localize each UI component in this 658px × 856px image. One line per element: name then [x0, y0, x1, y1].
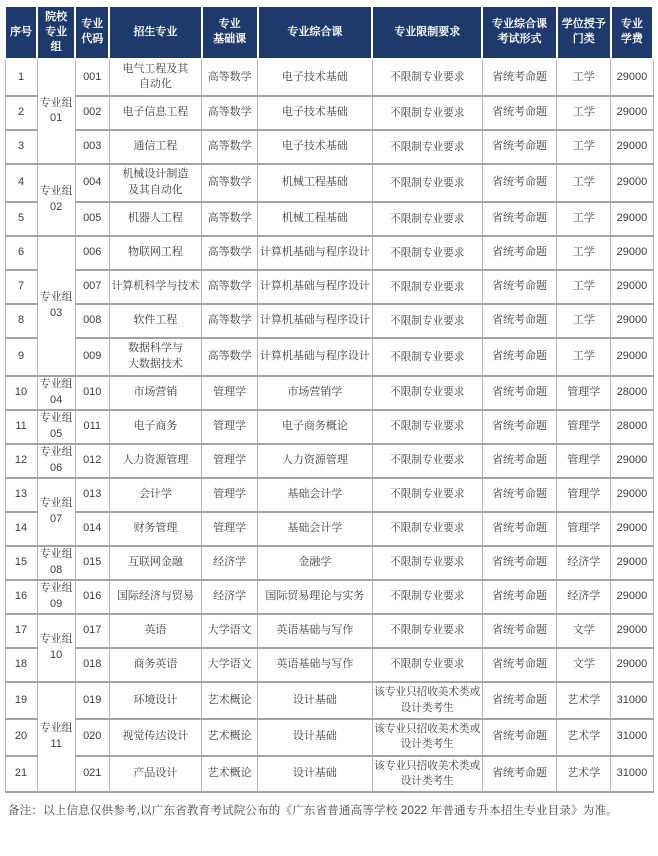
table-row [5, 546, 653, 580]
exam-form-cell: 省统考命题 [482, 130, 556, 164]
table-header [5, 6, 653, 59]
exam-form-cell: 省统考命题 [482, 304, 556, 338]
fee-cell: 29000 [611, 338, 653, 376]
comprehensive-course-cell: 电子技术基础 [258, 130, 372, 164]
comprehensive-course-cell: 基础会计学 [258, 512, 372, 546]
restriction-cell: 不限制专业要求 [372, 376, 482, 410]
major-code-cell: 013 [75, 478, 109, 512]
exam-form-cell: 省统考命题 [482, 614, 556, 648]
fee-cell: 29000 [611, 202, 653, 236]
table-row [5, 410, 653, 444]
fee-cell: 31000 [611, 682, 653, 719]
degree-cell: 经济学 [557, 580, 611, 614]
major-name-cell: 互联网金融 [109, 546, 201, 580]
fee-cell: 29000 [611, 96, 653, 130]
table-row [5, 719, 653, 756]
degree-cell: 管理学 [557, 376, 611, 410]
major-code-cell: 002 [75, 96, 109, 130]
table-row [5, 338, 653, 376]
row-number-cell: 20 [5, 719, 37, 756]
major-name-cell: 软件工程 [109, 304, 201, 338]
major-name-cell: 人力资源管理 [109, 444, 201, 478]
exam-form-cell: 省统考命题 [482, 96, 556, 130]
table-row [5, 614, 653, 648]
exam-form-cell: 省统考命题 [482, 236, 556, 270]
fee-cell: 29000 [611, 236, 653, 270]
restriction-cell: 不限制专业要求 [372, 444, 482, 478]
restriction-cell: 该专业只招收美术类或 设计类考生 [372, 682, 482, 719]
group-cell: 专业组 10 [37, 614, 75, 682]
major-name-cell: 会计学 [109, 478, 201, 512]
basic-course-cell: 管理学 [202, 410, 258, 444]
exam-form-cell: 省统考命题 [482, 202, 556, 236]
fee-cell: 29000 [611, 270, 653, 304]
row-number-cell: 3 [5, 130, 37, 164]
group-cell: 专业组 07 [37, 478, 75, 546]
basic-course-cell: 高等数学 [202, 202, 258, 236]
row-number-cell: 18 [5, 648, 37, 682]
exam-form-cell: 省统考命题 [482, 682, 556, 719]
major-name-cell: 视觉传达设计 [109, 719, 201, 756]
row-number-cell: 11 [5, 410, 37, 444]
header-basic-course: 专业 基础课 [202, 6, 258, 59]
fee-cell: 29000 [611, 478, 653, 512]
major-code-cell: 010 [75, 376, 109, 410]
basic-course-cell: 艺术概论 [202, 719, 258, 756]
table-row [5, 580, 653, 614]
major-code-cell: 008 [75, 304, 109, 338]
row-number-cell: 6 [5, 236, 37, 270]
major-name-cell: 机械设计制造 及其自动化 [109, 164, 201, 202]
restriction-cell: 不限制专业要求 [372, 130, 482, 164]
degree-cell: 工学 [557, 338, 611, 376]
comprehensive-course-cell: 电子商务概论 [258, 410, 372, 444]
basic-course-cell: 大学语文 [202, 614, 258, 648]
degree-cell: 文学 [557, 648, 611, 682]
comprehensive-course-cell: 设计基础 [258, 682, 372, 719]
comprehensive-course-cell: 机械工程基础 [258, 164, 372, 202]
row-number-cell: 19 [5, 682, 37, 719]
major-code-cell: 017 [75, 614, 109, 648]
basic-course-cell: 高等数学 [202, 164, 258, 202]
group-cell: 专业组 03 [37, 236, 75, 376]
exam-form-cell: 省统考命题 [482, 512, 556, 546]
major-code-cell: 006 [75, 236, 109, 270]
comprehensive-course-cell: 计算机基础与程序设计 [258, 236, 372, 270]
fee-cell: 29000 [611, 164, 653, 202]
row-number-cell: 13 [5, 478, 37, 512]
fee-cell: 29000 [611, 648, 653, 682]
row-number-cell: 2 [5, 96, 37, 130]
table-row [5, 202, 653, 236]
fee-cell: 29000 [611, 580, 653, 614]
basic-course-cell: 高等数学 [202, 59, 258, 97]
comprehensive-course-cell: 金融学 [258, 546, 372, 580]
major-code-cell: 011 [75, 410, 109, 444]
table-row [5, 236, 653, 270]
basic-course-cell: 大学语文 [202, 648, 258, 682]
restriction-cell: 该专业只招收美术类或 设计类考生 [372, 719, 482, 756]
degree-cell: 工学 [557, 59, 611, 97]
major-code-cell: 001 [75, 59, 109, 97]
exam-form-cell: 省统考命题 [482, 648, 556, 682]
restriction-cell: 不限制专业要求 [372, 202, 482, 236]
restriction-cell: 不限制专业要求 [372, 580, 482, 614]
basic-course-cell: 经济学 [202, 546, 258, 580]
row-number-cell: 8 [5, 304, 37, 338]
major-code-cell: 015 [75, 546, 109, 580]
group-cell: 专业组 09 [37, 580, 75, 614]
table-row [5, 682, 653, 719]
major-code-cell: 016 [75, 580, 109, 614]
comprehensive-course-cell: 机械工程基础 [258, 202, 372, 236]
major-name-cell: 电子信息工程 [109, 96, 201, 130]
restriction-cell: 不限制专业要求 [372, 236, 482, 270]
basic-course-cell: 高等数学 [202, 338, 258, 376]
fee-cell: 31000 [611, 719, 653, 756]
comprehensive-course-cell: 设计基础 [258, 719, 372, 756]
major-code-cell: 003 [75, 130, 109, 164]
basic-course-cell: 管理学 [202, 444, 258, 478]
admission-majors-table [4, 5, 654, 793]
major-code-cell: 018 [75, 648, 109, 682]
degree-cell: 工学 [557, 164, 611, 202]
row-number-cell: 21 [5, 756, 37, 793]
major-name-cell: 英语 [109, 614, 201, 648]
exam-form-cell: 省统考命题 [482, 164, 556, 202]
fee-cell: 28000 [611, 410, 653, 444]
row-number-cell: 4 [5, 164, 37, 202]
restriction-cell: 该专业只招收美术类或 设计类考生 [372, 756, 482, 793]
footnote: 备注：以上信息仅供参考,以广东省教育考试院公布的《广东省普通高等学校 2022 年普通专升本招生专业目录》为准。 [8, 805, 618, 818]
degree-cell: 管理学 [557, 444, 611, 478]
row-number-cell: 7 [5, 270, 37, 304]
major-code-cell: 021 [75, 756, 109, 793]
exam-form-cell: 省统考命题 [482, 756, 556, 793]
row-number-cell: 16 [5, 580, 37, 614]
exam-form-cell: 省统考命题 [482, 376, 556, 410]
major-name-cell: 计算机科学与技术 [109, 270, 201, 304]
basic-course-cell: 高等数学 [202, 96, 258, 130]
header-comprehensive-course: 专业综合课 [258, 6, 372, 59]
major-name-cell: 商务英语 [109, 648, 201, 682]
table-row [5, 270, 653, 304]
row-number-cell: 1 [5, 59, 37, 97]
table-body [5, 59, 653, 793]
restriction-cell: 不限制专业要求 [372, 512, 482, 546]
basic-course-cell: 管理学 [202, 478, 258, 512]
restriction-cell: 不限制专业要求 [372, 270, 482, 304]
basic-course-cell: 艺术概论 [202, 682, 258, 719]
header-degree-category: 学位授予 门类 [557, 6, 611, 59]
basic-course-cell: 高等数学 [202, 304, 258, 338]
degree-cell: 文学 [557, 614, 611, 648]
table-row [5, 756, 653, 793]
degree-cell: 经济学 [557, 546, 611, 580]
fee-cell: 29000 [611, 614, 653, 648]
group-cell: 专业组 11 [37, 682, 75, 792]
fee-cell: 29000 [611, 304, 653, 338]
restriction-cell: 不限制专业要求 [372, 304, 482, 338]
comprehensive-course-cell: 设计基础 [258, 756, 372, 793]
table-row [5, 648, 653, 682]
exam-form-cell: 省统考命题 [482, 338, 556, 376]
degree-cell: 工学 [557, 130, 611, 164]
fee-cell: 29000 [611, 546, 653, 580]
header-enroll-major: 招生专业 [109, 6, 201, 59]
major-code-cell: 004 [75, 164, 109, 202]
header-row [5, 6, 653, 59]
degree-cell: 工学 [557, 270, 611, 304]
basic-course-cell: 经济学 [202, 580, 258, 614]
major-name-cell: 环境设计 [109, 682, 201, 719]
row-number-cell: 9 [5, 338, 37, 376]
basic-course-cell: 高等数学 [202, 236, 258, 270]
comprehensive-course-cell: 计算机基础与程序设计 [258, 270, 372, 304]
restriction-cell: 不限制专业要求 [372, 614, 482, 648]
major-code-cell: 005 [75, 202, 109, 236]
comprehensive-course-cell: 市场营销学 [258, 376, 372, 410]
restriction-cell: 不限制专业要求 [372, 546, 482, 580]
fee-cell: 29000 [611, 444, 653, 478]
exam-form-cell: 省统考命题 [482, 444, 556, 478]
row-number-cell: 15 [5, 546, 37, 580]
degree-cell: 管理学 [557, 512, 611, 546]
restriction-cell: 不限制专业要求 [372, 410, 482, 444]
degree-cell: 工学 [557, 304, 611, 338]
row-number-cell: 14 [5, 512, 37, 546]
degree-cell: 工学 [557, 202, 611, 236]
table-row [5, 59, 653, 97]
comprehensive-course-cell: 英语基础与写作 [258, 614, 372, 648]
fee-cell: 29000 [611, 130, 653, 164]
comprehensive-course-cell: 基础会计学 [258, 478, 372, 512]
table-row [5, 164, 653, 202]
major-code-cell: 007 [75, 270, 109, 304]
restriction-cell: 不限制专业要求 [372, 478, 482, 512]
header-college-group: 院校 专业 组 [37, 6, 75, 59]
exam-form-cell: 省统考命题 [482, 59, 556, 97]
row-number-cell: 5 [5, 202, 37, 236]
major-name-cell: 国际经济与贸易 [109, 580, 201, 614]
basic-course-cell: 艺术概论 [202, 756, 258, 793]
fee-cell: 29000 [611, 59, 653, 97]
exam-form-cell: 省统考命题 [482, 580, 556, 614]
major-code-cell: 009 [75, 338, 109, 376]
group-cell: 专业组 06 [37, 444, 75, 478]
fee-cell: 29000 [611, 512, 653, 546]
comprehensive-course-cell: 电子技术基础 [258, 96, 372, 130]
table-row [5, 444, 653, 478]
major-code-cell: 020 [75, 719, 109, 756]
table-row [5, 478, 653, 512]
basic-course-cell: 管理学 [202, 512, 258, 546]
table-row [5, 376, 653, 410]
fee-cell: 28000 [611, 376, 653, 410]
restriction-cell: 不限制专业要求 [372, 164, 482, 202]
major-name-cell: 电气工程及其 自动化 [109, 59, 201, 97]
group-cell: 专业组 02 [37, 164, 75, 236]
restriction-cell: 不限制专业要求 [372, 648, 482, 682]
header-exam-form: 专业综合课 考试形式 [482, 6, 556, 59]
exam-form-cell: 省统考命题 [482, 546, 556, 580]
table-row [5, 304, 653, 338]
degree-cell: 工学 [557, 236, 611, 270]
major-name-cell: 物联网工程 [109, 236, 201, 270]
major-name-cell: 数据科学与 大数据技术 [109, 338, 201, 376]
major-name-cell: 财务管理 [109, 512, 201, 546]
comprehensive-course-cell: 计算机基础与程序设计 [258, 304, 372, 338]
table-row [5, 96, 653, 130]
basic-course-cell: 高等数学 [202, 130, 258, 164]
exam-form-cell: 省统考命题 [482, 410, 556, 444]
group-cell: 专业组 05 [37, 410, 75, 444]
header-tuition: 专业 学费 [611, 6, 653, 59]
major-name-cell: 产品设计 [109, 756, 201, 793]
major-code-cell: 019 [75, 682, 109, 719]
comprehensive-course-cell: 人力资源管理 [258, 444, 372, 478]
major-code-cell: 014 [75, 512, 109, 546]
header-serial: 序号 [5, 6, 37, 59]
major-code-cell: 012 [75, 444, 109, 478]
comprehensive-course-cell: 电子技术基础 [258, 59, 372, 97]
group-cell: 专业组 01 [37, 59, 75, 165]
restriction-cell: 不限制专业要求 [372, 59, 482, 97]
exam-form-cell: 省统考命题 [482, 719, 556, 756]
exam-form-cell: 省统考命题 [482, 270, 556, 304]
degree-cell: 管理学 [557, 410, 611, 444]
major-name-cell: 市场营销 [109, 376, 201, 410]
comprehensive-course-cell: 国际贸易理论与实务 [258, 580, 372, 614]
restriction-cell: 不限制专业要求 [372, 96, 482, 130]
group-cell: 专业组 04 [37, 376, 75, 410]
degree-cell: 艺术学 [557, 719, 611, 756]
header-restriction: 专业限制要求 [372, 6, 482, 59]
table-row [5, 130, 653, 164]
degree-cell: 艺术学 [557, 756, 611, 793]
fee-cell: 31000 [611, 756, 653, 793]
exam-form-cell: 省统考命题 [482, 478, 556, 512]
degree-cell: 工学 [557, 96, 611, 130]
major-name-cell: 机器人工程 [109, 202, 201, 236]
basic-course-cell: 管理学 [202, 376, 258, 410]
row-number-cell: 12 [5, 444, 37, 478]
comprehensive-course-cell: 计算机基础与程序设计 [258, 338, 372, 376]
group-cell: 专业组 08 [37, 546, 75, 580]
degree-cell: 管理学 [557, 478, 611, 512]
restriction-cell: 不限制专业要求 [372, 338, 482, 376]
basic-course-cell: 高等数学 [202, 270, 258, 304]
row-number-cell: 17 [5, 614, 37, 648]
row-number-cell: 10 [5, 376, 37, 410]
comprehensive-course-cell: 英语基础与写作 [258, 648, 372, 682]
major-name-cell: 通信工程 [109, 130, 201, 164]
degree-cell: 艺术学 [557, 682, 611, 719]
table-row [5, 512, 653, 546]
header-major-code: 专业 代码 [75, 6, 109, 59]
major-name-cell: 电子商务 [109, 410, 201, 444]
